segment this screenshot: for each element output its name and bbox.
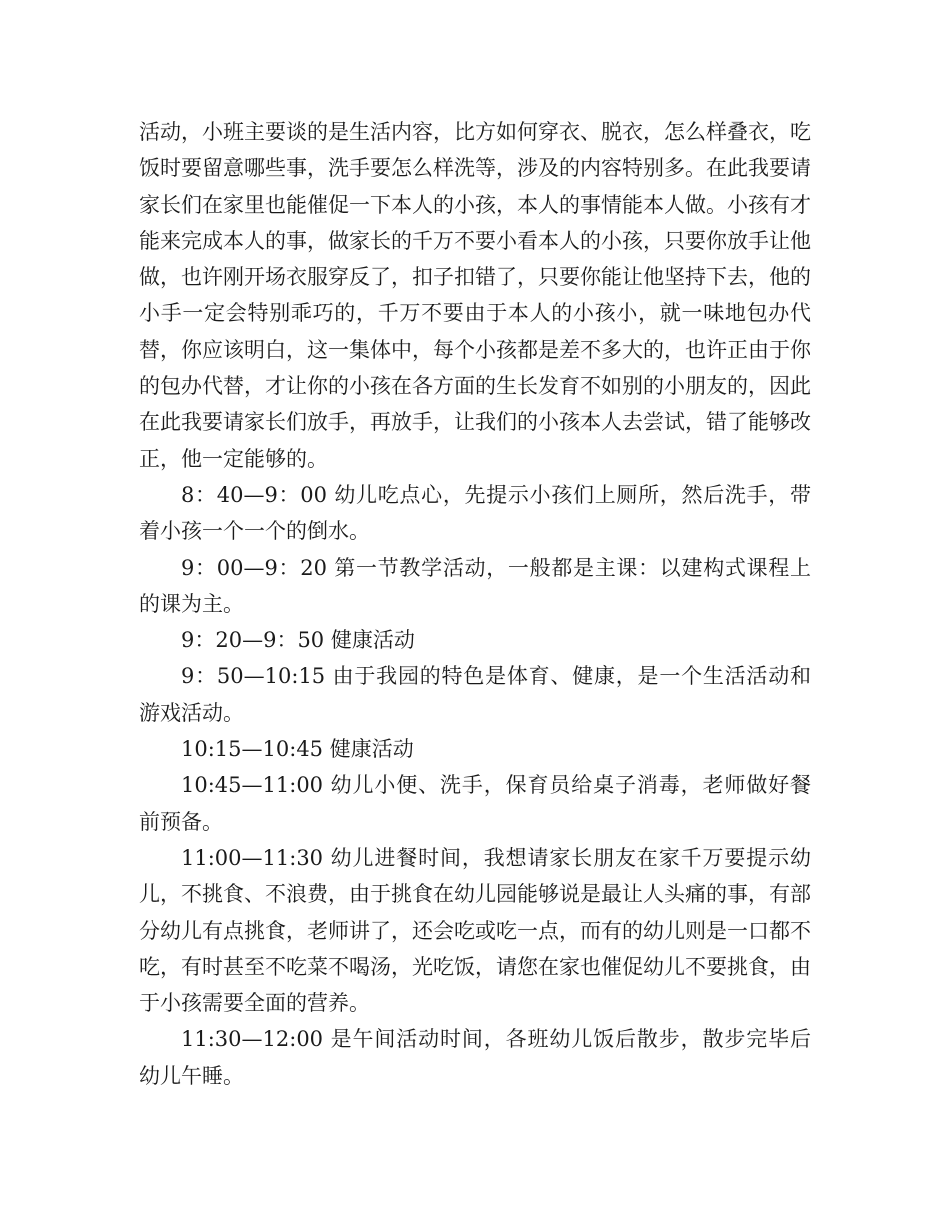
document-body <box>139 114 811 1094</box>
paragraph-first-lesson: 9：00—9：20 第一节教学活动，一般都是主课：以建构式课程上的课为主。 <box>139 555 811 616</box>
paragraph-snack-time: 8：40—9：00 幼儿吃点心，先提示小孩们上厕所，然后洗手，带着小孩一个一个的倒水。 <box>139 482 811 544</box>
paragraph-health-activity-2: 10:15—10:45 健康活动 <box>181 737 414 762</box>
paragraph-pre-meal: 10:45—11:00 幼儿小便、洗手，保育员给桌子消毒，老师做好餐前预备。 <box>139 773 811 834</box>
paragraph-health-activity-1: 9：20—9：50 健康活动 <box>181 628 415 653</box>
paragraph-noon-activity: 11:30—12:00 是午间活动时间，各班幼儿饭后散步，散步完毕后幼儿午睡。 <box>139 1027 811 1088</box>
paragraph-parenting-intro: 活动，小班主要谈的是生活内容，比方如何穿衣、脱衣，怎么样叠衣，吃饭时要留意哪些事，洗手要怎么样洗等，涉及的内容特别多。在此我要请家长们在家里也能催促一下本人的小孩，本人的事情能本人做。小孩有才能来完成本人的事，做家长的千万不要小看本人的小孩，只要你放手让他做，也许刚开场衣服穿反了，扣子扣错了，只要你能让他坚持下去，他的小手一定会特别乖巧的，千万不要由于本人的小孩小，就一味地包办代替，你应该明白，这一集体中，每个小孩都是差不多大的，也许正由于你的包办代替，才让你的小孩在各方面的生长发育不如别的小朋友的，因此在此我要请家长们放手，再放手，让我们的小孩本人去尝试，错了能够改正，他一定能够的。 <box>139 120 811 471</box>
paragraph-lunch-time: 11:00—11:30 幼儿进餐时间，我想请家长朋友在家千万要提示幼儿，不挑食、不浪费，由于挑食在幼儿园能够说是最让人头痛的事，有部分幼儿有点挑食，老师讲了，还会吃或吃一点，而有的幼儿则是一口都不吃，有时甚至不吃菜不喝汤，光吃饭，请您在家也催促幼儿不要挑食，由于小孩需要全面的营养。 <box>139 845 811 1016</box>
paragraph-sports-activity: 9：50—10:15 由于我园的特色是体育、健康，是一个生活活动和游戏活动。 <box>139 664 811 725</box>
